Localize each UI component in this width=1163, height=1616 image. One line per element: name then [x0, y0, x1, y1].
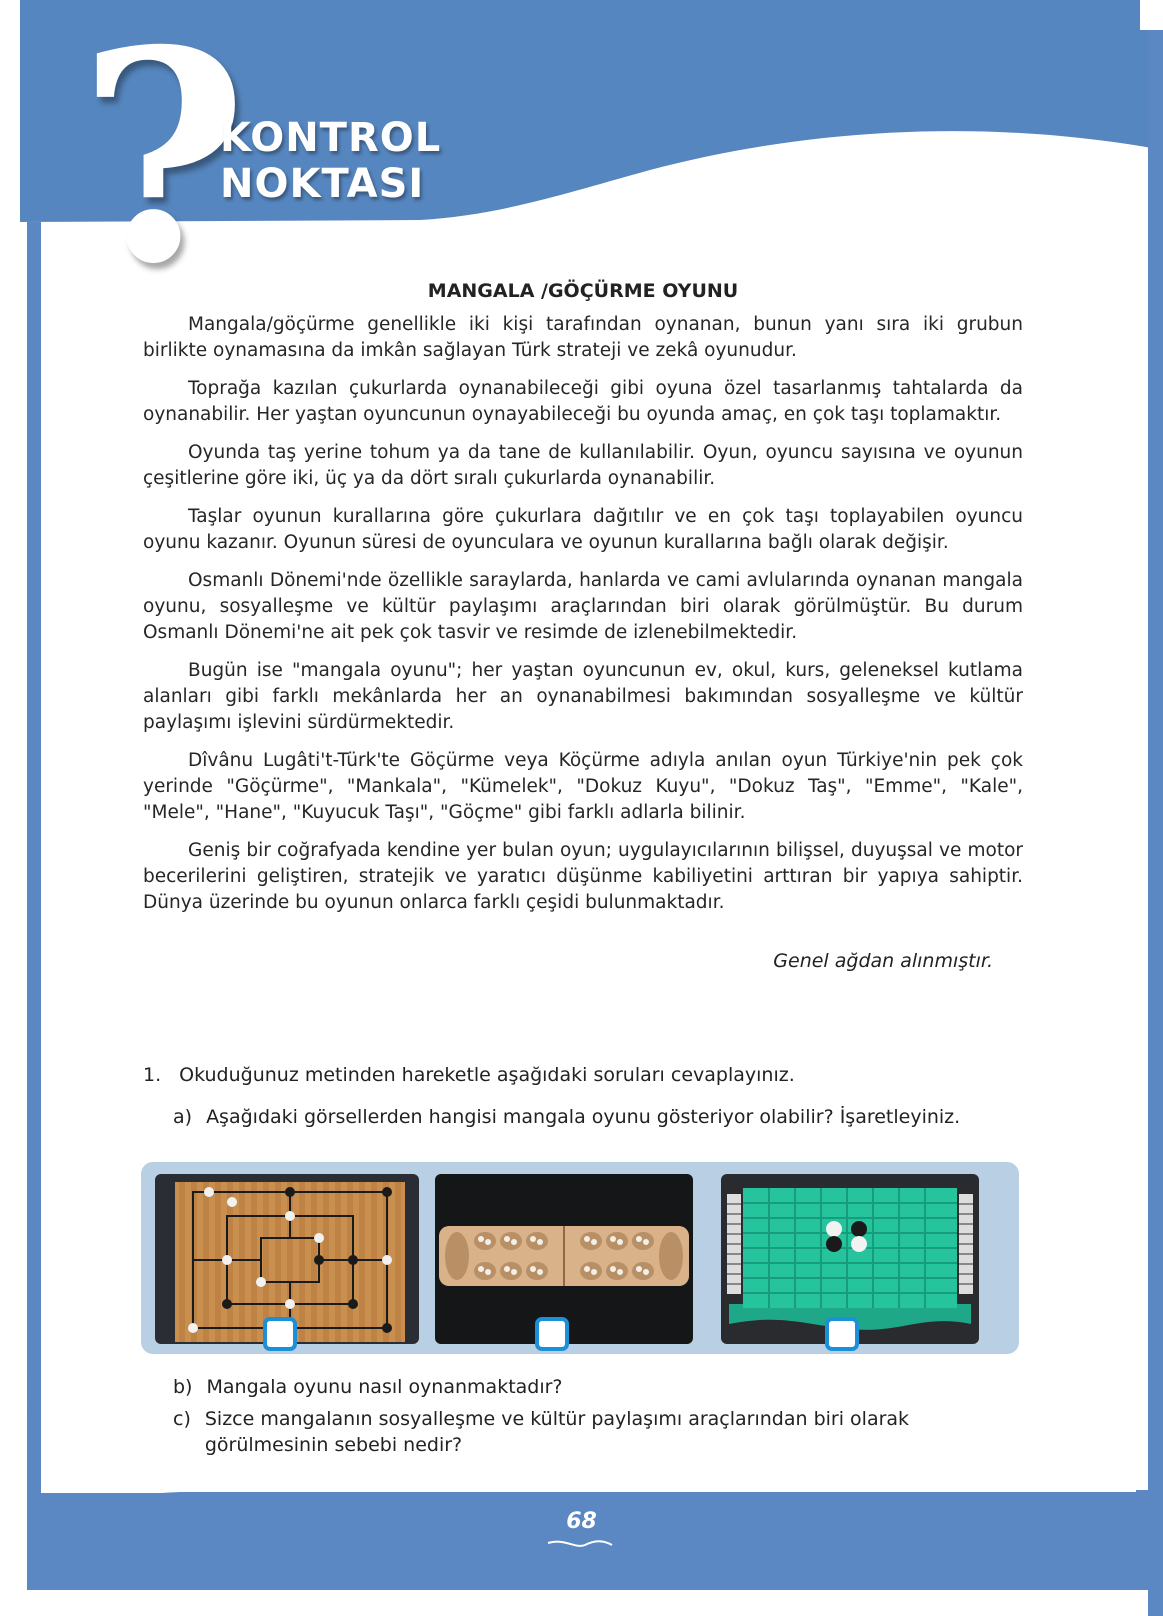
left-frame [27, 222, 41, 1512]
option-3-checkbox[interactable] [825, 1317, 859, 1351]
sub-question-label-a: a) [173, 1106, 193, 1128]
sub-question-c [173, 1406, 1003, 1458]
paragraph: Geniş bir coğrafyada kendine yer bulan oyun; uygulayıcılarının bilişsel, duyuşsal ve motor becerilerini geliştiren, stratejik ve yaratıcı düşünme kabiliyetini arttıran bir yapıya sahiptir. Dünya üzerinde bu oyunun onlarca farklı çeşidi bulunmaktadır. [143, 840, 1023, 913]
title-line-1: KONTROL [220, 115, 442, 161]
sub-question-label-c: c) [173, 1408, 191, 1430]
paragraph: Osmanlı Dönemi'nde özellikle saraylarda, hanlarda ve cami avlularında oynanan mangala oyunu, sosyalleşme ve kültür paylaşımı araçlarından biri olarak görülmüştür. Bu durum Osmanlı Dönemi'ne ait pek çok tasvir ve resimde de izlenebilmektedir. [143, 570, 1023, 643]
paragraph: Oyunda taş yerine tohum ya da tane de kullanılabilir. Oyun, oyuncu sayısına ve oyunun çeşitlerine göre iki, üç ya da dört sıralı çukurlarda oynanabilir. [143, 442, 1023, 489]
sub-question-b [173, 1374, 1003, 1400]
section-title [220, 115, 441, 207]
article [143, 278, 1023, 928]
sub-question-text-c: Sizce mangalanın sosyalleşme ve kültür paylaşımı araçlarından biri olarak görülmesinin sebebi nedir? [204, 1408, 910, 1456]
question-1 [143, 1064, 1033, 1128]
footer-curve [41, 1380, 180, 1493]
question-number: 1. [143, 1064, 162, 1086]
question-mark-icon: ? [78, 0, 248, 328]
article-title: MANGALA /GÖÇÜRME OYUNU [427, 280, 739, 302]
paragraph: Toprağa kazılan çukurlarda oynanabileceği gibi oyuna özel tasarlanmış tahtalarda da oynanabilir. Her yaştan oyuncunun oynayabileceği bu oyunda amaç, en çok taşı toplamaktır. [143, 378, 1023, 425]
option-1-checkbox[interactable] [263, 1317, 297, 1351]
right-frame [1148, 30, 1163, 1616]
source-note: Genel ağdan alınmıştır. [773, 950, 993, 972]
image-options-panel [141, 1162, 1019, 1354]
paragraph: Dîvânu Lugâti't-Türk'te Göçürme veya Köçürme adıyla anılan oyun Türkiye'nin pek çok yerinde "Göçürme", "Mankala", "Kümelek", "Dokuz Kuyu", "Dokuz Taş", "Emme", "Kale", "Mele", "Hane", "Kuyucuk Taşı", "Göçme" gibi farklı adlarla bilinir. [143, 750, 1023, 823]
paragraph: Mangala/göçürme genellikle iki kişi tarafından oynanan, bunun yanı sıra iki grubun birlikte oynamasına da imkân sağlayan Türk strateji ve zekâ oyunudur. [143, 314, 1023, 361]
title-line-2: NOKTASI [220, 161, 425, 207]
sub-question-text-a: Aşağıdaki görsellerden hangisi mangala oyunu gösteriyor olabilir? İşaretleyiniz. [206, 1106, 961, 1128]
question-text: Okuduğunuz metinden hareketle aşağıdaki soruları cevaplayınız. [179, 1064, 795, 1086]
paragraph: Taşlar oyunun kurallarına göre çukurlara dağıtılır ve en çok taşı toplayabilen oyuncu oyunu kazanır. Oyunun süresi de oyunculara ve oyunun kurallarına bağlı olarak değişir. [143, 506, 1023, 553]
sub-question-text-b: Mangala oyunu nasıl oynanmaktadır? [206, 1376, 563, 1398]
paragraph: Bugün ise "mangala oyunu"; her yaştan oyuncunun ev, okul, kurs, geleneksel kutlama alanları gibi farklı mekânlarda her an oynanabilmesi bakımından sosyalleşme ve kültür paylaşımı işlevini sürdürmektedir. [143, 660, 1023, 733]
page-number: 68 [566, 1509, 597, 1534]
sub-question-label-b: b) [173, 1376, 193, 1398]
option-2-checkbox[interactable] [535, 1317, 569, 1351]
